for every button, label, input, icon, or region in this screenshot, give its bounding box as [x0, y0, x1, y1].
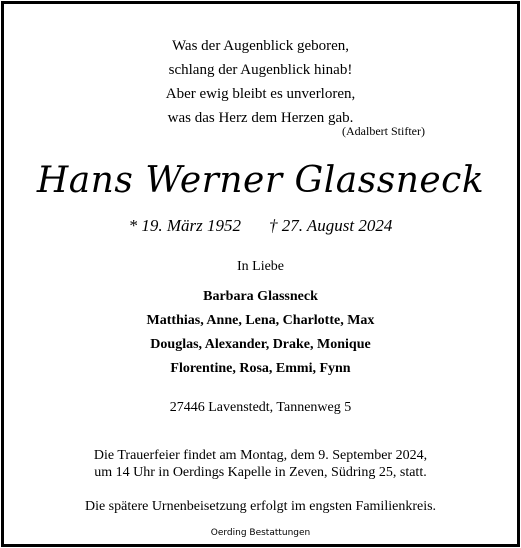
- poem-line: was das Herz dem Herzen gab.: [167, 110, 354, 126]
- poem-line: schlang der Augenblick hinab!: [168, 62, 353, 78]
- family-address: 27446 Lavenstedt, Tannenweg 5: [169, 400, 352, 415]
- mourner-line: Florentine, Rosa, Emmi, Fynn: [170, 361, 351, 376]
- obituary-notice: [1, 1, 520, 547]
- mourners-intro: In Liebe: [236, 259, 285, 274]
- life-dates: [4, 216, 517, 236]
- birth-date: * 19. März 1952: [128, 216, 241, 235]
- burial-info: Die spätere Urnenbeisetzung erfolgt im engsten Familienkreis.: [84, 499, 437, 514]
- poem-line: Was der Augenblick geboren,: [171, 38, 350, 54]
- death-date: † 27. August 2024: [268, 216, 393, 235]
- mourner-line: Barbara Glassneck: [203, 289, 318, 304]
- funeral-info: [4, 447, 517, 481]
- mourners-list: [4, 285, 517, 381]
- mourner-line: Matthias, Anne, Lena, Charlotte, Max: [146, 313, 375, 328]
- poem-line: Aber ewig bleibt es unverloren,: [165, 86, 356, 102]
- mourner-line: Douglas, Alexander, Drake, Monique: [150, 337, 371, 352]
- funeral-line: um 14 Uhr in Oerdings Kapelle in Zeven, Südring 25, statt.: [94, 465, 427, 480]
- poem: [4, 34, 517, 130]
- funeral-line: Die Trauerfeier findet am Montag, dem 9. September 2024,: [93, 448, 428, 463]
- deceased-name: Hans Werner Glassneck: [36, 160, 485, 201]
- undertaker-name: Oerding Bestattungen: [210, 528, 311, 538]
- poem-author: (Adalbert Stifter): [342, 124, 425, 138]
